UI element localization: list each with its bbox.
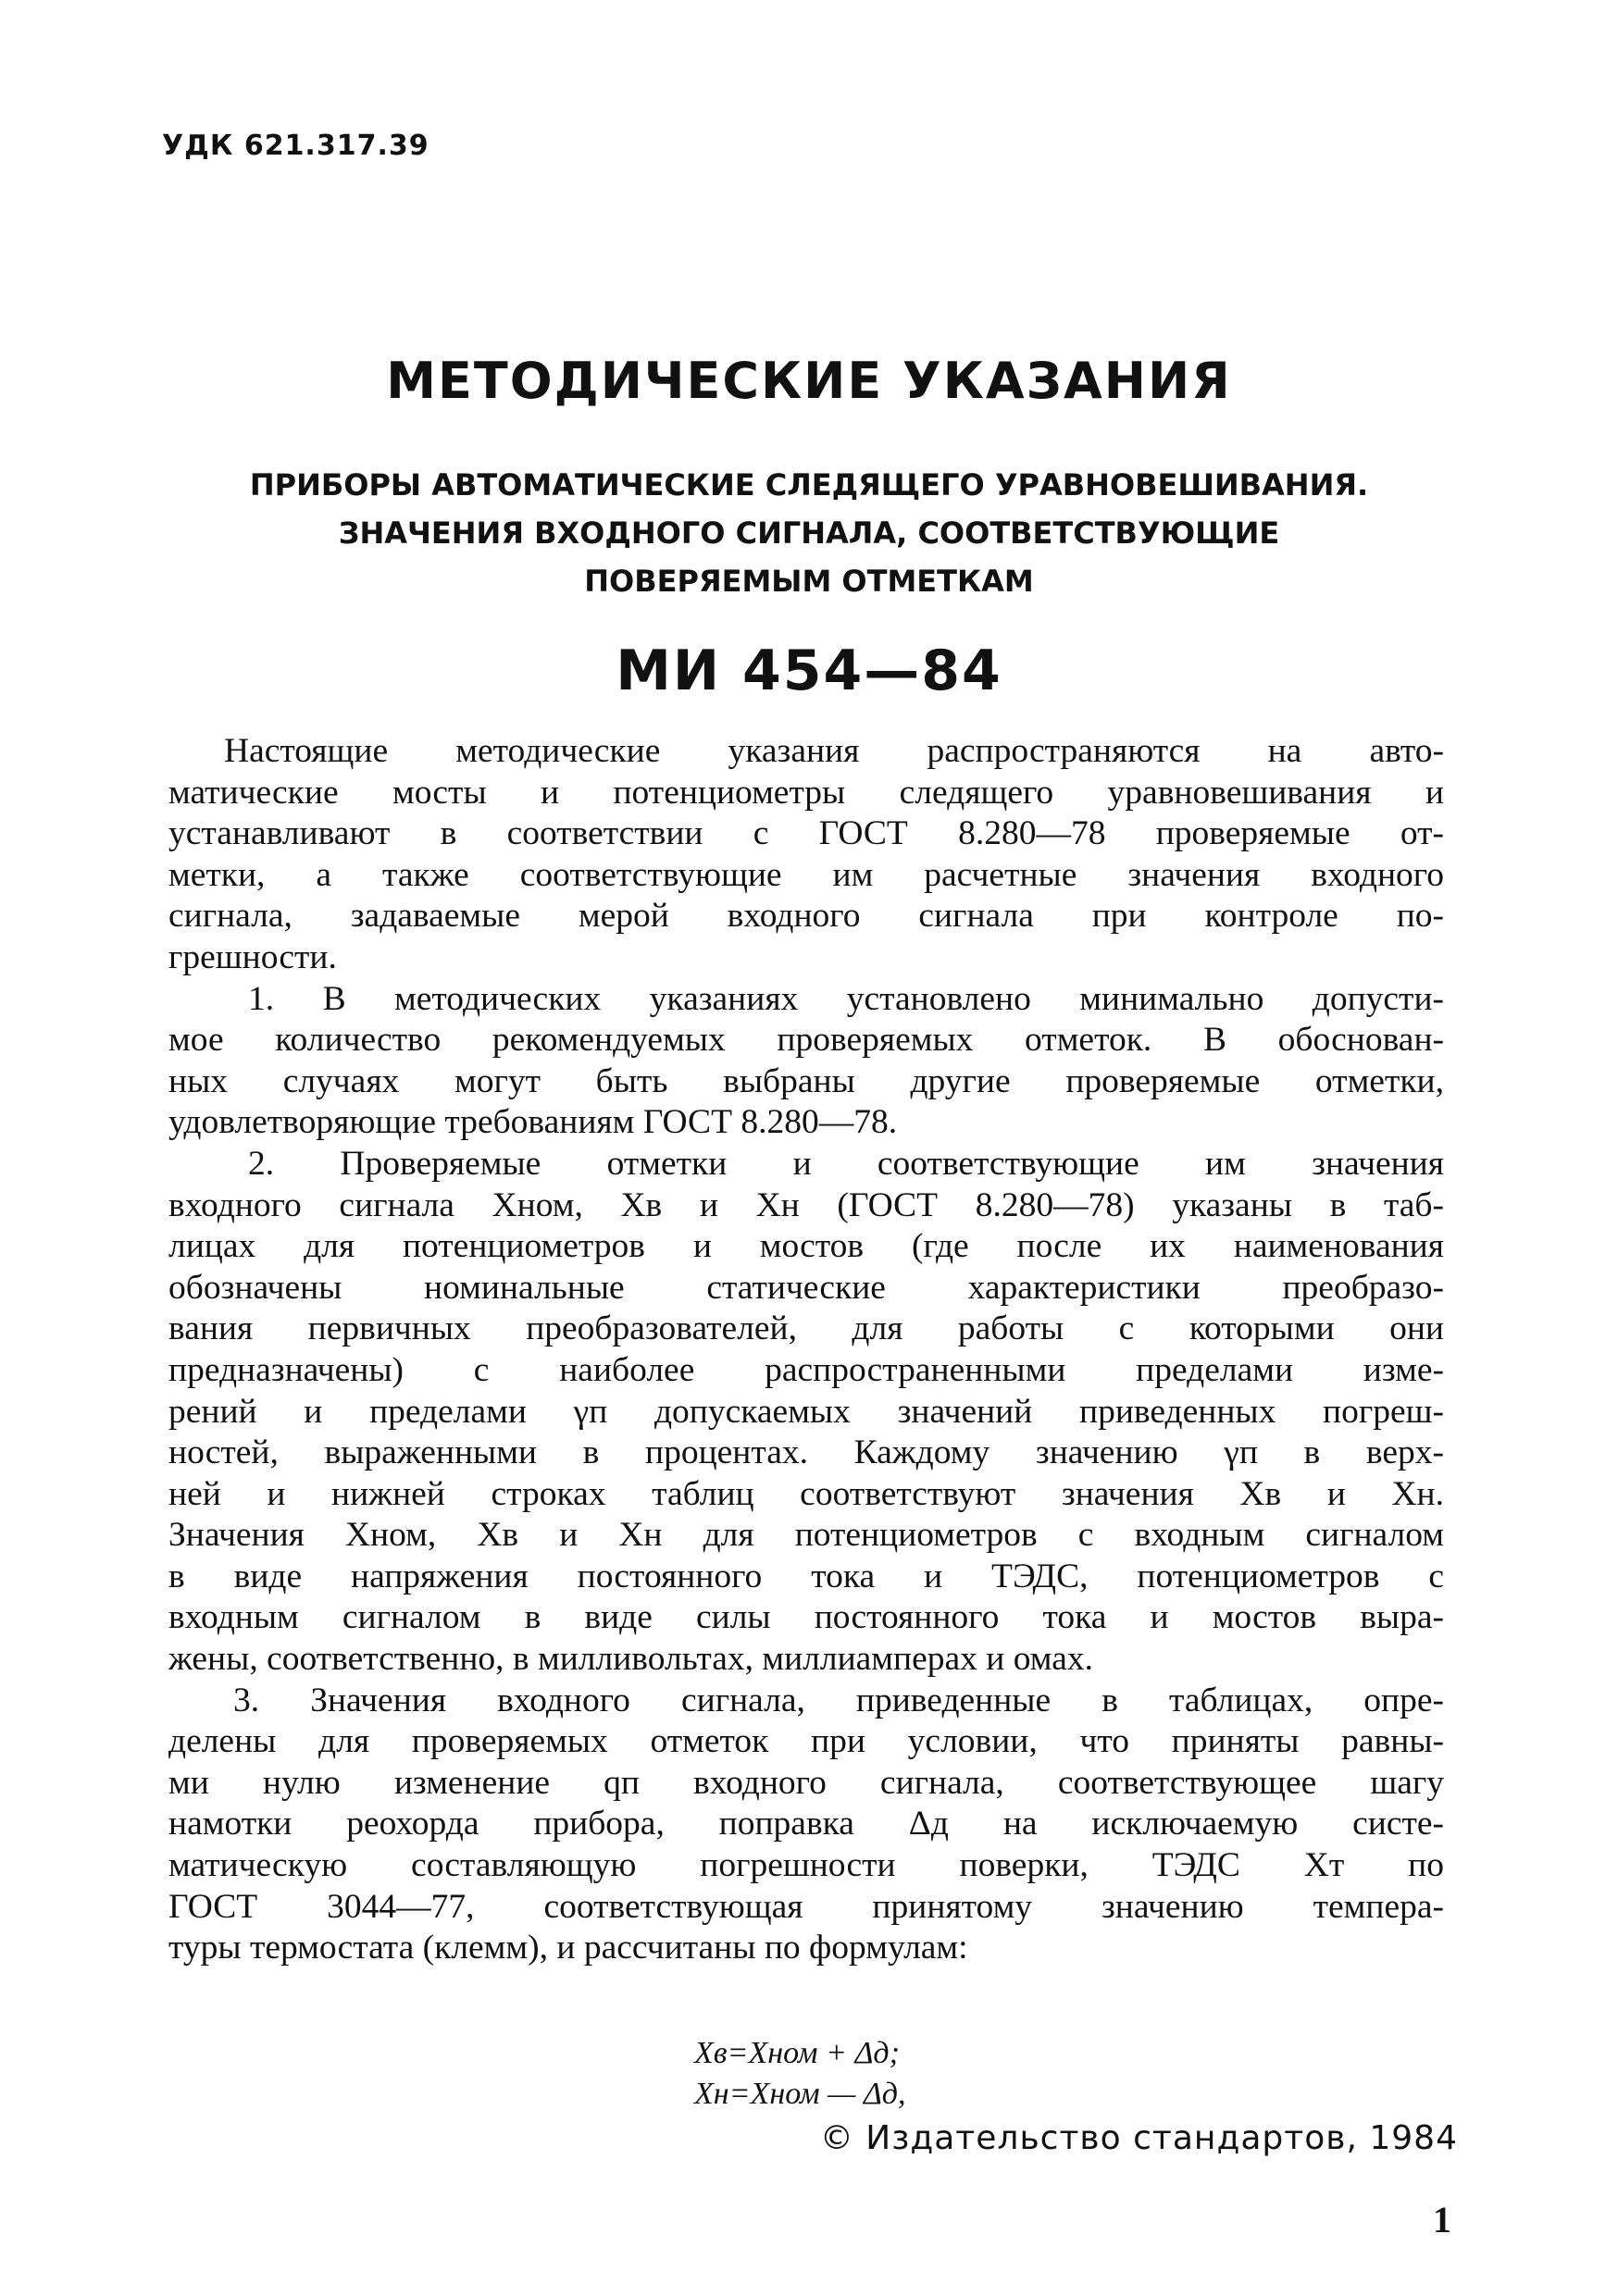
body-line: предназначены) с наиболее распространенными пределами изме- xyxy=(168,1350,1444,1389)
body-line: Значения Xном, Xв и Xн для потенциометров с входным сигналом xyxy=(168,1516,1444,1555)
body-line: 2. Проверяемые отметки и соответствующие им значения xyxy=(248,1144,1444,1183)
body-line: ГОСТ 3044—77, соответствующая принятому значению темпера- xyxy=(168,1887,1444,1926)
body-line: матические мосты и потенциометры следящего уравновешивания и xyxy=(168,773,1444,812)
body-line: в виде напряжения постоянного тока и ТЭДС, потенциометров с xyxy=(168,1557,1444,1595)
body-line: жены, соответственно, в милливольтах, миллиамперах и омах. xyxy=(168,1640,1093,1679)
document-subtitle xyxy=(0,461,1618,605)
body-line: вания первичных преобразователей, для работы с которыми они xyxy=(168,1309,1444,1348)
body-line: входным сигналом в виде силы постоянного тока и мостов выра- xyxy=(168,1598,1444,1637)
body-line: матическую составляющую погрешности поверки, ТЭДС Xт по xyxy=(168,1846,1444,1885)
subtitle-line-1: ПРИБОРЫ АВТОМАТИЧЕСКИЕ СЛЕДЯЩЕГО УРАВНОВЕШИВАНИЯ. xyxy=(249,467,1369,503)
body-line: туры термостата (клемм), и рассчитаны по формулам: xyxy=(168,1929,968,1967)
document-title: МЕТОДИЧЕСКИЕ УКАЗАНИЯ xyxy=(386,352,1232,410)
formula-lower: Xн=Xном — Δд, xyxy=(694,2077,906,2111)
body-line: 3. Значения входного сигнала, приведенные в таблицах, опре- xyxy=(233,1681,1444,1719)
body-line: 1. В методических указаниях установлено минимально допусти- xyxy=(248,979,1444,1018)
body-line: обозначены номинальные статические характеристики преобразо- xyxy=(168,1268,1444,1307)
body-line: ных случаях могут быть выбраны другие проверяемые отметки, xyxy=(168,1061,1444,1100)
body-line: сигнала, задаваемые мерой входного сигнала при контроле по- xyxy=(168,897,1444,936)
copyright: © Издательство стандартов, 1984 xyxy=(819,2119,1458,2157)
body-line: входного сигнала Xном, Xв и Xн (ГОСТ 8.280—78) указаны в таб- xyxy=(168,1185,1444,1224)
body-line: намотки реохорда прибора, поправка Δд на исключаемую систе- xyxy=(168,1805,1444,1843)
body-line: ностей, выраженными в процентах. Каждому значению γп в верх- xyxy=(168,1433,1444,1472)
subtitle-line-2: ЗНАЧЕНИЯ ВХОДНОГО СИГНАЛА, СООТВЕТСТВУЮЩИЕ xyxy=(338,515,1280,551)
body-line: рений и пределами γп допускаемых значений приведенных погреш- xyxy=(168,1392,1444,1431)
udk-code: УДК 621.317.39 xyxy=(162,130,429,162)
body-line: ми нулю изменение qп входного сигнала, соответствующее шагу xyxy=(168,1763,1444,1802)
formula-upper: Xв=Xном + Δд; xyxy=(694,2036,900,2070)
page-number: 1 xyxy=(1433,2199,1451,2240)
body-line: мое количество рекомендуемых проверяемых отметок. В обоснован- xyxy=(168,1021,1444,1060)
body-line: делены для проверяемых отметок при условии, что приняты равны- xyxy=(168,1722,1444,1761)
body-line: лицах для потенциометров и мостов (где после их наименования xyxy=(168,1227,1444,1266)
body-line: удовлетворяющие требованиям ГОСТ 8.280—78. xyxy=(168,1103,898,1142)
body-text xyxy=(168,731,1444,1969)
body-line: метки, а также соответствующие им расчетные значения входного xyxy=(168,855,1444,894)
body-line: ней и нижней строках таблиц соответствуют значения Xв и Xн. xyxy=(168,1474,1444,1513)
body-line: устанавливают в соответствии с ГОСТ 8.280—78 проверяемые от- xyxy=(168,814,1444,853)
subtitle-line-3: ПОВЕРЯЕМЫМ ОТМЕТКАМ xyxy=(584,564,1034,599)
body-line: грешности. xyxy=(168,937,337,976)
body-line: Настоящие методические указания распространяются на авто- xyxy=(224,732,1444,770)
document-code: МИ 454—84 xyxy=(616,639,1002,703)
